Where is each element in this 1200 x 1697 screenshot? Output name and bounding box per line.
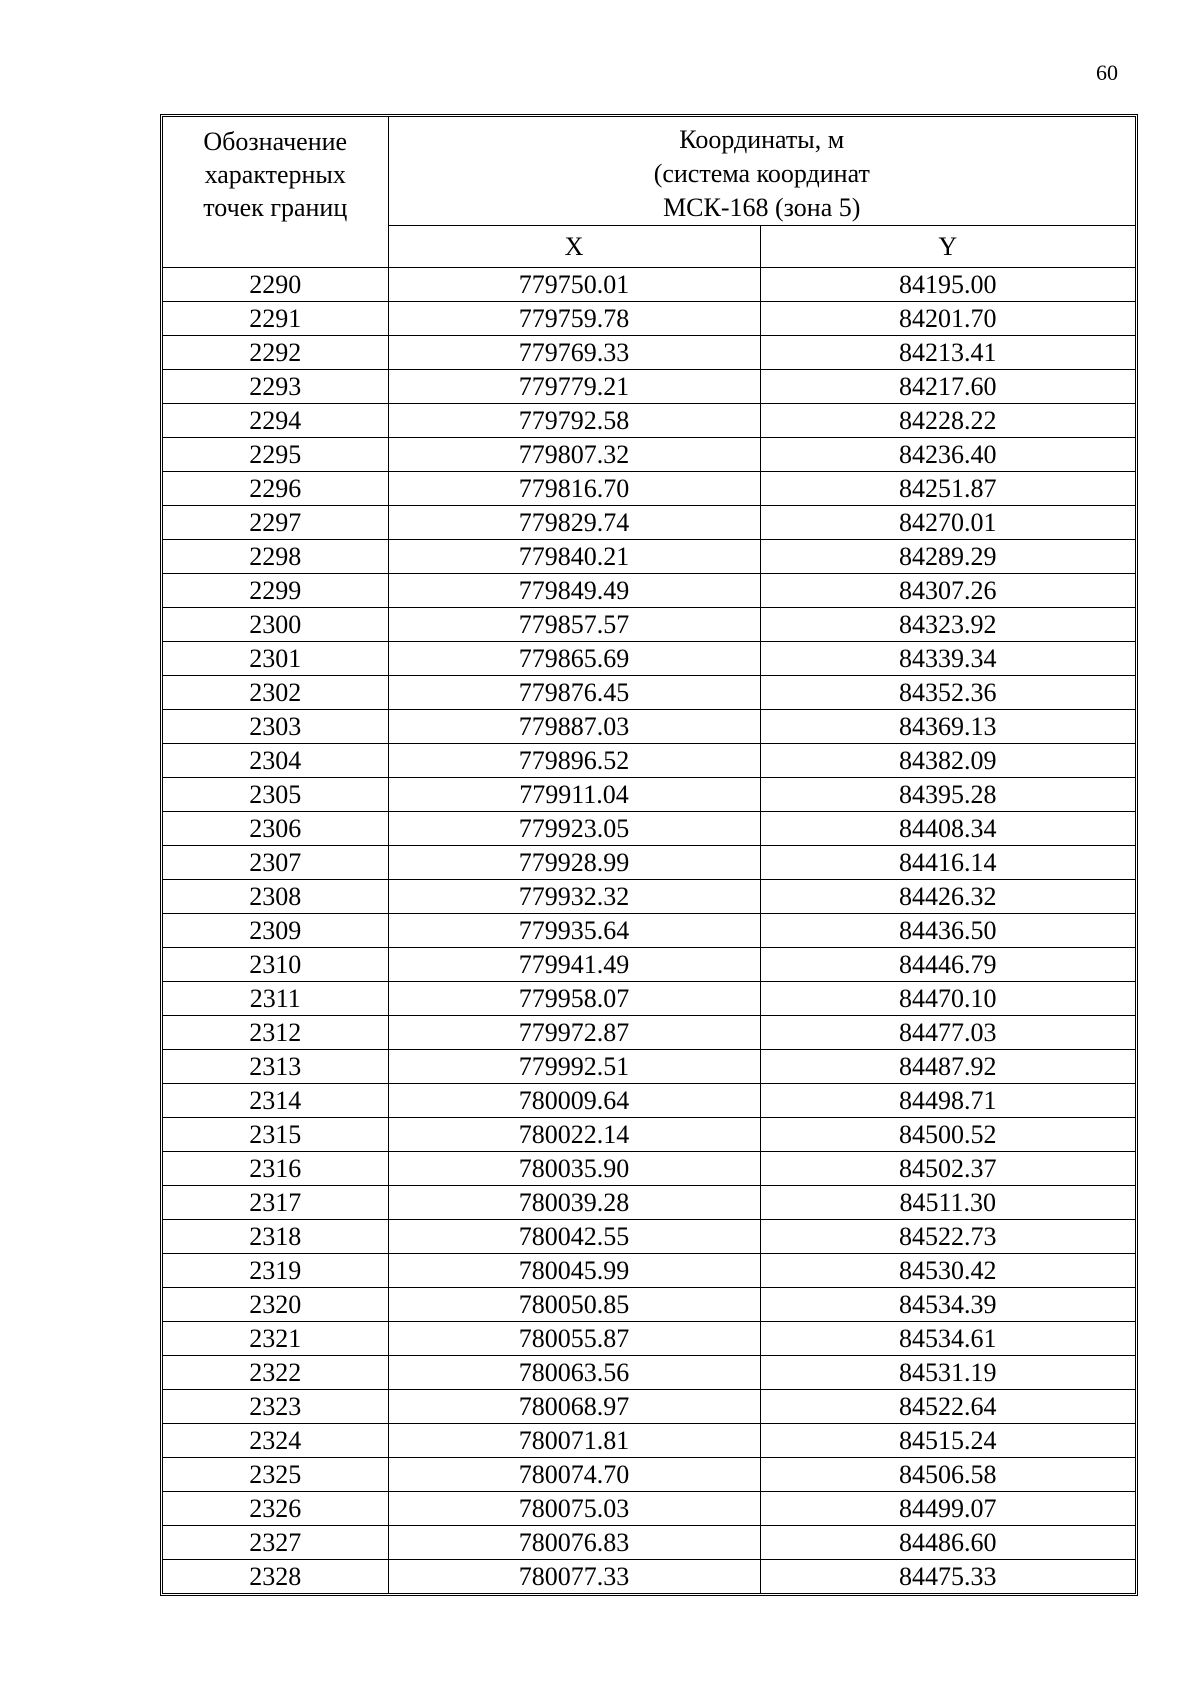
y-coordinate-cell: 84195.00 [760,268,1135,302]
x-coordinate-cell: 780075.03 [388,1492,760,1526]
point-id-cell: 2324 [163,1424,388,1458]
coordinates-table [163,117,1135,1593]
table-row [163,1492,1135,1526]
x-coordinate-cell: 780042.55 [388,1220,760,1254]
point-id-cell: 2292 [163,336,388,370]
y-coordinate-cell: 84426.32 [760,880,1135,914]
table-row [163,642,1135,676]
point-id-cell: 2311 [163,982,388,1016]
point-id-cell: 2327 [163,1526,388,1560]
y-coordinate-cell: 84416.14 [760,846,1135,880]
point-id-cell: 2313 [163,1050,388,1084]
points-header-line: точек границ [203,193,348,222]
x-coordinate-cell: 779750.01 [388,268,760,302]
y-coordinate-cell: 84352.36 [760,676,1135,710]
coordinates-column-header [388,117,1135,226]
point-id-cell: 2293 [163,370,388,404]
points-header-line: Обозначение [203,127,348,156]
y-coordinate-cell: 84201.70 [760,302,1135,336]
table-row [163,948,1135,982]
x-coordinate-cell: 779911.04 [388,778,760,812]
table-row [163,1288,1135,1322]
y-coordinate-cell: 84470.10 [760,982,1135,1016]
table-row [163,1152,1135,1186]
x-coordinate-cell: 779992.51 [388,1050,760,1084]
x-coordinate-cell: 779857.57 [388,608,760,642]
x-coordinate-cell: 779972.87 [388,1016,760,1050]
point-id-cell: 2291 [163,302,388,336]
table-row [163,676,1135,710]
y-coordinate-cell: 84534.39 [760,1288,1135,1322]
x-coordinate-cell: 779769.33 [388,336,760,370]
table-row [163,1322,1135,1356]
table-row [163,268,1135,302]
point-id-cell: 2296 [163,472,388,506]
x-coordinate-cell: 779928.99 [388,846,760,880]
x-coordinate-cell: 780039.28 [388,1186,760,1220]
table-row [163,812,1135,846]
x-coordinate-cell: 779932.32 [388,880,760,914]
table-row [163,336,1135,370]
table-row [163,1220,1135,1254]
x-coordinate-cell: 780050.85 [388,1288,760,1322]
y-coordinate-cell: 84531.19 [760,1356,1135,1390]
x-coordinate-cell: 779849.49 [388,574,760,608]
point-id-cell: 2304 [163,744,388,778]
point-id-cell: 2297 [163,506,388,540]
y-coordinate-cell: 84289.29 [760,540,1135,574]
y-coordinate-cell: 84502.37 [760,1152,1135,1186]
point-id-cell: 2325 [163,1458,388,1492]
point-id-cell: 2323 [163,1390,388,1424]
table-row [163,506,1135,540]
coordinates-table-frame [160,114,1138,1596]
x-coordinate-cell: 780074.70 [388,1458,760,1492]
table-row [163,1118,1135,1152]
x-coordinate-cell: 779958.07 [388,982,760,1016]
point-id-cell: 2303 [163,710,388,744]
table-row [163,404,1135,438]
y-coordinate-cell: 84217.60 [760,370,1135,404]
y-coordinate-cell: 84307.26 [760,574,1135,608]
x-coordinate-cell: 780035.90 [388,1152,760,1186]
y-coordinate-cell: 84500.52 [760,1118,1135,1152]
table-row [163,778,1135,812]
x-coordinate-cell: 779792.58 [388,404,760,438]
x-coordinate-cell: 779941.49 [388,948,760,982]
table-row [163,1390,1135,1424]
x-coordinate-cell: 779840.21 [388,540,760,574]
y-coordinate-cell: 84498.71 [760,1084,1135,1118]
x-coordinate-cell: 780076.83 [388,1526,760,1560]
y-coordinate-cell: 84511.30 [760,1186,1135,1220]
x-coordinate-cell: 780068.97 [388,1390,760,1424]
point-id-cell: 2305 [163,778,388,812]
x-coordinate-cell: 780063.56 [388,1356,760,1390]
point-id-cell: 2310 [163,948,388,982]
point-id-cell: 2320 [163,1288,388,1322]
table-row [163,880,1135,914]
coords-header-line: (система координат [653,159,870,188]
table-row [163,438,1135,472]
point-id-cell: 2294 [163,404,388,438]
y-coordinate-cell: 84515.24 [760,1424,1135,1458]
point-id-cell: 2326 [163,1492,388,1526]
table-row [163,914,1135,948]
table-row [163,370,1135,404]
x-coordinate-cell: 780071.81 [388,1424,760,1458]
y-column-header: Y [760,226,1135,268]
x-coordinate-cell: 779887.03 [388,710,760,744]
point-id-cell: 2315 [163,1118,388,1152]
point-id-cell: 2319 [163,1254,388,1288]
point-id-cell: 2321 [163,1322,388,1356]
x-coordinate-cell: 779807.32 [388,438,760,472]
point-id-cell: 2302 [163,676,388,710]
y-coordinate-cell: 84534.61 [760,1322,1135,1356]
x-coordinate-cell: 779923.05 [388,812,760,846]
y-coordinate-cell: 84522.64 [760,1390,1135,1424]
table-row [163,1186,1135,1220]
table-row [163,302,1135,336]
x-coordinate-cell: 779896.52 [388,744,760,778]
point-id-cell: 2314 [163,1084,388,1118]
point-id-cell: 2309 [163,914,388,948]
table-row [163,744,1135,778]
table-header-row [163,117,1135,226]
x-coordinate-cell: 780009.64 [388,1084,760,1118]
table-row [163,1254,1135,1288]
y-coordinate-cell: 84475.33 [760,1560,1135,1594]
x-coordinate-cell: 779829.74 [388,506,760,540]
y-coordinate-cell: 84408.34 [760,812,1135,846]
coords-header-line: Координаты, м [679,125,845,154]
x-coordinate-cell: 779816.70 [388,472,760,506]
y-coordinate-cell: 84251.87 [760,472,1135,506]
point-id-cell: 2316 [163,1152,388,1186]
point-id-cell: 2298 [163,540,388,574]
y-coordinate-cell: 84506.58 [760,1458,1135,1492]
point-id-cell: 2307 [163,846,388,880]
table-row [163,1050,1135,1084]
points-column-header [163,117,388,268]
page-number: 60 [1096,60,1118,85]
y-coordinate-cell: 84486.60 [760,1526,1135,1560]
points-header-line: характерных [204,160,346,189]
y-coordinate-cell: 84446.79 [760,948,1135,982]
point-id-cell: 2328 [163,1560,388,1594]
table-body [163,268,1135,1594]
x-coordinate-cell: 779759.78 [388,302,760,336]
x-coordinate-cell: 780077.33 [388,1560,760,1594]
point-id-cell: 2306 [163,812,388,846]
y-coordinate-cell: 84228.22 [760,404,1135,438]
table-row [163,982,1135,1016]
x-coordinate-cell: 780045.99 [388,1254,760,1288]
table-row [163,1016,1135,1050]
point-id-cell: 2300 [163,608,388,642]
y-coordinate-cell: 84270.01 [760,506,1135,540]
x-coordinate-cell: 779779.21 [388,370,760,404]
y-coordinate-cell: 84382.09 [760,744,1135,778]
point-id-cell: 2299 [163,574,388,608]
y-coordinate-cell: 84522.73 [760,1220,1135,1254]
x-coordinate-cell: 779935.64 [388,914,760,948]
y-coordinate-cell: 84436.50 [760,914,1135,948]
point-id-cell: 2290 [163,268,388,302]
table-row [163,846,1135,880]
y-coordinate-cell: 84499.07 [760,1492,1135,1526]
table-row [163,574,1135,608]
y-coordinate-cell: 84323.92 [760,608,1135,642]
x-coordinate-cell: 779865.69 [388,642,760,676]
point-id-cell: 2318 [163,1220,388,1254]
y-coordinate-cell: 84395.28 [760,778,1135,812]
table-row [163,1356,1135,1390]
y-coordinate-cell: 84213.41 [760,336,1135,370]
point-id-cell: 2312 [163,1016,388,1050]
table-row [163,1458,1135,1492]
point-id-cell: 2301 [163,642,388,676]
y-coordinate-cell: 84477.03 [760,1016,1135,1050]
point-id-cell: 2295 [163,438,388,472]
table-row [163,608,1135,642]
table-row [163,540,1135,574]
y-coordinate-cell: 84530.42 [760,1254,1135,1288]
x-coordinate-cell: 780022.14 [388,1118,760,1152]
table-row [163,1084,1135,1118]
y-coordinate-cell: 84236.40 [760,438,1135,472]
y-coordinate-cell: 84339.34 [760,642,1135,676]
table-row [163,1526,1135,1560]
table-row [163,1560,1135,1594]
y-coordinate-cell: 84487.92 [760,1050,1135,1084]
table-row [163,472,1135,506]
x-coordinate-cell: 779876.45 [388,676,760,710]
y-coordinate-cell: 84369.13 [760,710,1135,744]
table-row [163,710,1135,744]
x-coordinate-cell: 780055.87 [388,1322,760,1356]
x-column-header: X [388,226,760,268]
coords-header-line: МСК-168 (зона 5) [663,193,861,222]
point-id-cell: 2308 [163,880,388,914]
point-id-cell: 2322 [163,1356,388,1390]
table-row [163,1424,1135,1458]
point-id-cell: 2317 [163,1186,388,1220]
